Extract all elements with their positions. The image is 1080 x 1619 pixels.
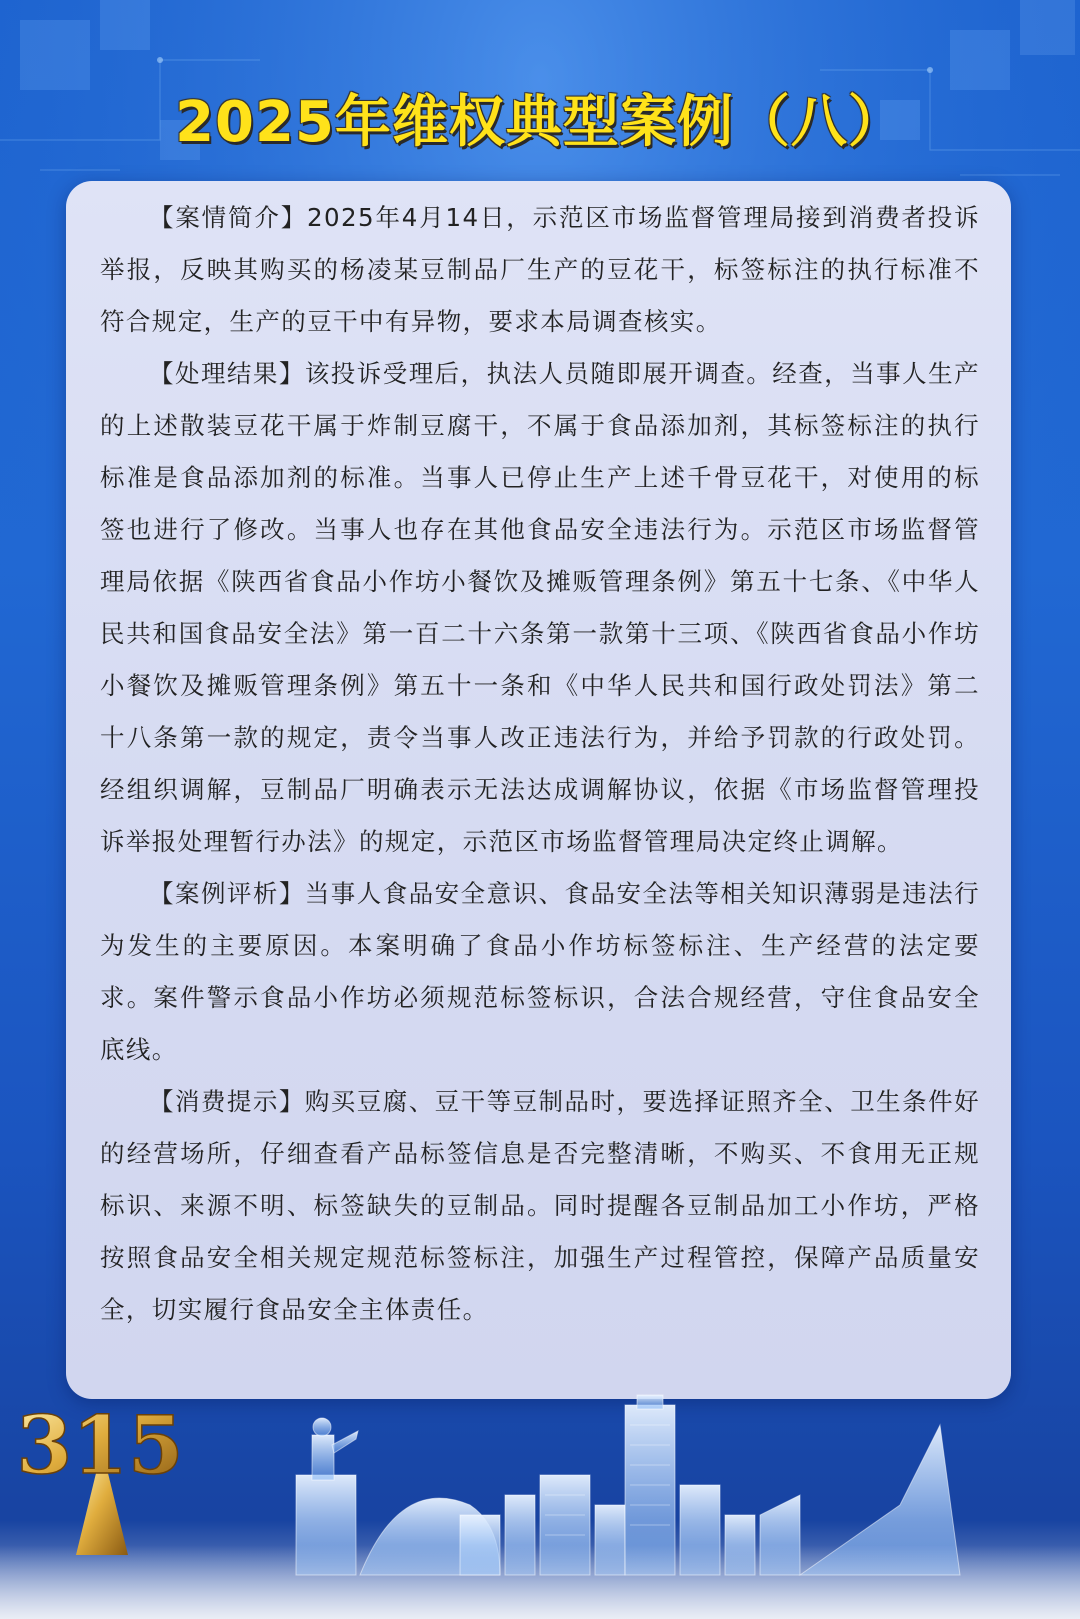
section-case-summary [100, 192, 980, 348]
logo-text: 315 [16, 1398, 184, 1492]
section-heading: 【案例评析】 [149, 879, 305, 908]
section-consumer-tips [100, 1076, 980, 1336]
consumer-day-315-logo [16, 1395, 184, 1555]
section-text: 购买豆腐、豆干等豆制品时，要选择证照齐全、卫生条件好的经营场所，仔细查看产品标签信息是否完整清晰，不购买、不食用无正规标识、来源不明、标签缺失的豆制品。同时提醒各豆制品加工小作坊，严格按照食品安全相关规定规范标签标注，加强生产过程管控，保障产品质量安全，切实履行食品安全主体责任。 [100, 1087, 980, 1324]
section-heading: 【消费提示】 [149, 1087, 305, 1116]
section-text: 2025年4月14日，示范区市场监督管理局接到消费者投诉举报，反映其购买的杨凌某豆制品厂生产的豆花干，标签标注的执行标准不符合规定，生产的豆干中有异物，要求本局调查核实。 [100, 203, 980, 336]
section-heading: 【处理结果】 [149, 359, 305, 388]
section-text: 当事人食品安全意识、食品安全法等相关知识薄弱是违法行为发生的主要原因。本案明确了食品小作坊标签标注、生产经营的法定要求。案件警示食品小作坊必须规范标签标识，合法合规经营，守住食品安全底线。 [100, 879, 980, 1064]
section-handling-result [100, 348, 980, 868]
section-text: 该投诉受理后，执法人员随即展开调查。经查，当事人生产的上述散装豆花干属于炸制豆腐干，不属于食品添加剂，其标签标注的执行标准是食品添加剂的标准。当事人已停止生产上述千骨豆花干，对使用的标签也进行了修改。当事人也存在其他食品安全违法行为。示范区市场监督管理局依据《陕西省食品小作坊小餐饮及摊贩管理条例》第五十七条、《中华人民共和国食品安全法》第一百二十六条第一款第十三项、《陕西省食品小作坊小餐饮及摊贩管理条例》第五十一条和《中华人民共和国行政处罚法》第二十八条第一款的规定，责令当事人改正违法行为，并给予罚款的行政处罚。经组织调解，豆制品厂明确表示无法达成调解协议，依据《市场监督管理投诉举报处理暂行办法》的规定，示范区市场监督管理局决定终止调解。 [100, 359, 980, 856]
section-heading: 【案情简介】 [149, 203, 308, 232]
case-content [100, 192, 980, 1336]
poster-title: 2025年维权典型案例（八） [175, 90, 905, 155]
section-case-analysis [100, 868, 980, 1076]
